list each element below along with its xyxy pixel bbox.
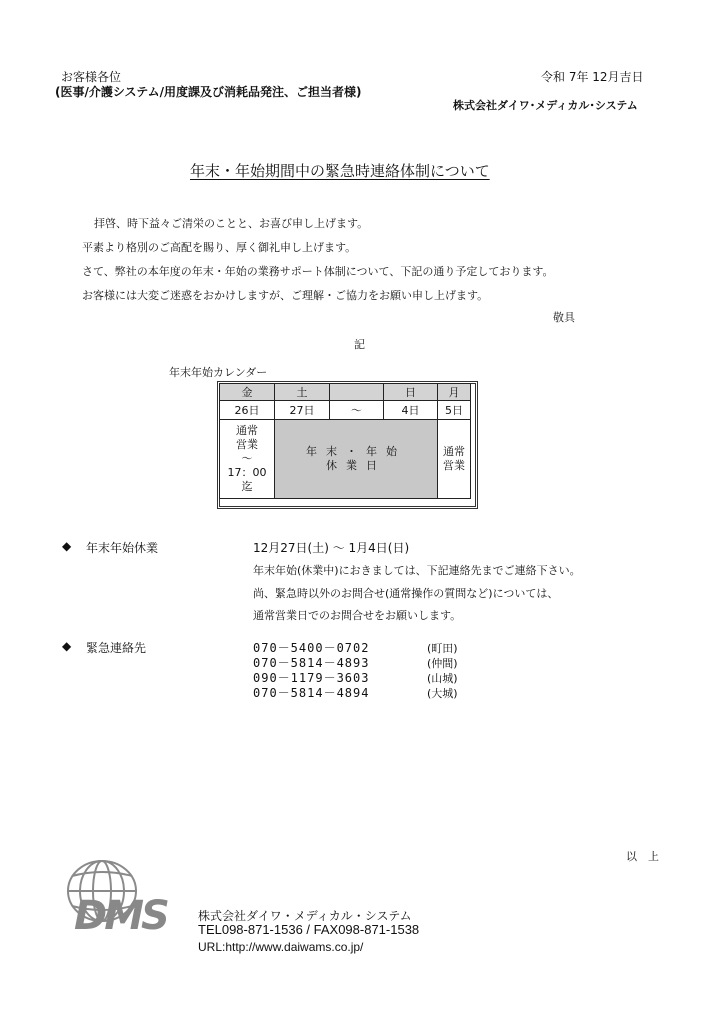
calendar-date-range: ～ — [330, 401, 384, 420]
calendar-date-sun: 4日 — [384, 401, 438, 420]
calendar-date-fri: 26日 — [220, 401, 275, 420]
greeting-paragraph-2: 平素より格別のご高配を賜り、厚く御礼申し上げます。 — [82, 241, 357, 254]
footer-company: 株式会社ダイワ・メディカル・システム — [198, 909, 412, 923]
recipient-line1: お客様各位 — [61, 70, 122, 84]
holiday-calendar — [219, 383, 471, 499]
dms-logo: DMS — [74, 893, 167, 939]
ki-mark: 記 — [354, 338, 365, 351]
end-mark: 以 上 — [626, 850, 659, 863]
fri-status-line2: 営業 — [236, 438, 258, 451]
greeting-paragraph-1: 拝啓、時下益々ご清栄のことと、お喜び申し上げます。 — [94, 217, 369, 230]
emergency-bullet: ◆ — [62, 639, 72, 653]
closure-label: 年末年始休業 — [86, 541, 159, 555]
calendar-fri-status — [220, 420, 275, 499]
calendar-caption: 年末年始カレンダー — [169, 366, 268, 379]
contact-phone: 070－5400－0702 — [253, 641, 370, 655]
closure-period: 12月27日(土) ～ 1月4日(日) — [253, 541, 410, 555]
contact-name: (町田) — [427, 642, 458, 655]
calendar-header-mon: 月 — [438, 384, 471, 401]
fri-status-line1: 通常 — [236, 424, 258, 437]
fri-status-line4: 17：00 — [227, 466, 267, 479]
closure-note-1: 年末年始(休業中)におきましては、下記連絡先までご連絡下さい。 — [253, 564, 581, 577]
mon-status-line1: 通常 — [443, 445, 465, 458]
closure-bullet: ◆ — [62, 539, 72, 553]
footer-url[interactable]: URL:http://www.daiwams.co.jp/ — [198, 940, 364, 954]
footer-tel-fax: TEL098-871-1536 / FAX098-871-1538 — [198, 922, 420, 937]
calendar-header-sun: 日 — [384, 384, 438, 401]
mon-status-line2: 営業 — [443, 459, 465, 472]
calendar-date-sat: 27日 — [275, 401, 330, 420]
page-title: 年末・年始期間中の緊急時連絡体制について — [190, 162, 490, 180]
closure-note-2: 尚、緊急時以外のお問合せ(通常操作の質問など)については、 — [253, 587, 559, 600]
contact-phone: 070－5814－4893 — [253, 656, 370, 670]
contact-name: (大城) — [427, 687, 458, 700]
contact-name: (山城) — [427, 672, 458, 685]
calendar-header-sat: 土 — [275, 384, 330, 401]
sender-company: 株式会社ダイワ･メディカル･システム — [453, 99, 638, 112]
closure-note-3: 通常営業日でのお問合せをお願いします。 — [253, 609, 462, 622]
recipient-line2: (医事/介護システム/用度課及び消耗品発注、ご担当者様) — [55, 85, 362, 99]
holiday-line1: 年末・年始 — [306, 445, 406, 458]
fri-status-line3: ～ — [241, 452, 253, 465]
holiday-line2: 休業日 — [326, 459, 386, 472]
issue-date: 令和 7年 12月吉日 — [541, 70, 644, 84]
calendar-holiday-block — [275, 420, 438, 499]
calendar-date-mon: 5日 — [438, 401, 471, 420]
body-paragraph-4: お客様には大変ご迷惑をおかけしますが、ご理解・ご協力をお願い申し上げます。 — [82, 289, 489, 302]
fri-status-line5: 迄 — [241, 480, 253, 493]
calendar-mon-status — [438, 420, 471, 499]
contact-phone: 070－5814－4894 — [253, 686, 370, 700]
body-paragraph-3: さて、弊社の本年度の年末・年始の業務サポート体制について、下記の通り予定しております。 — [82, 265, 554, 278]
calendar-header-fri: 金 — [220, 384, 275, 401]
closing-keigu: 敬具 — [553, 311, 575, 324]
calendar-header-range — [330, 384, 384, 401]
emergency-label: 緊急連絡先 — [86, 641, 147, 655]
contact-name: (仲間) — [427, 657, 458, 670]
contact-phone: 090－1179－3603 — [253, 671, 370, 685]
